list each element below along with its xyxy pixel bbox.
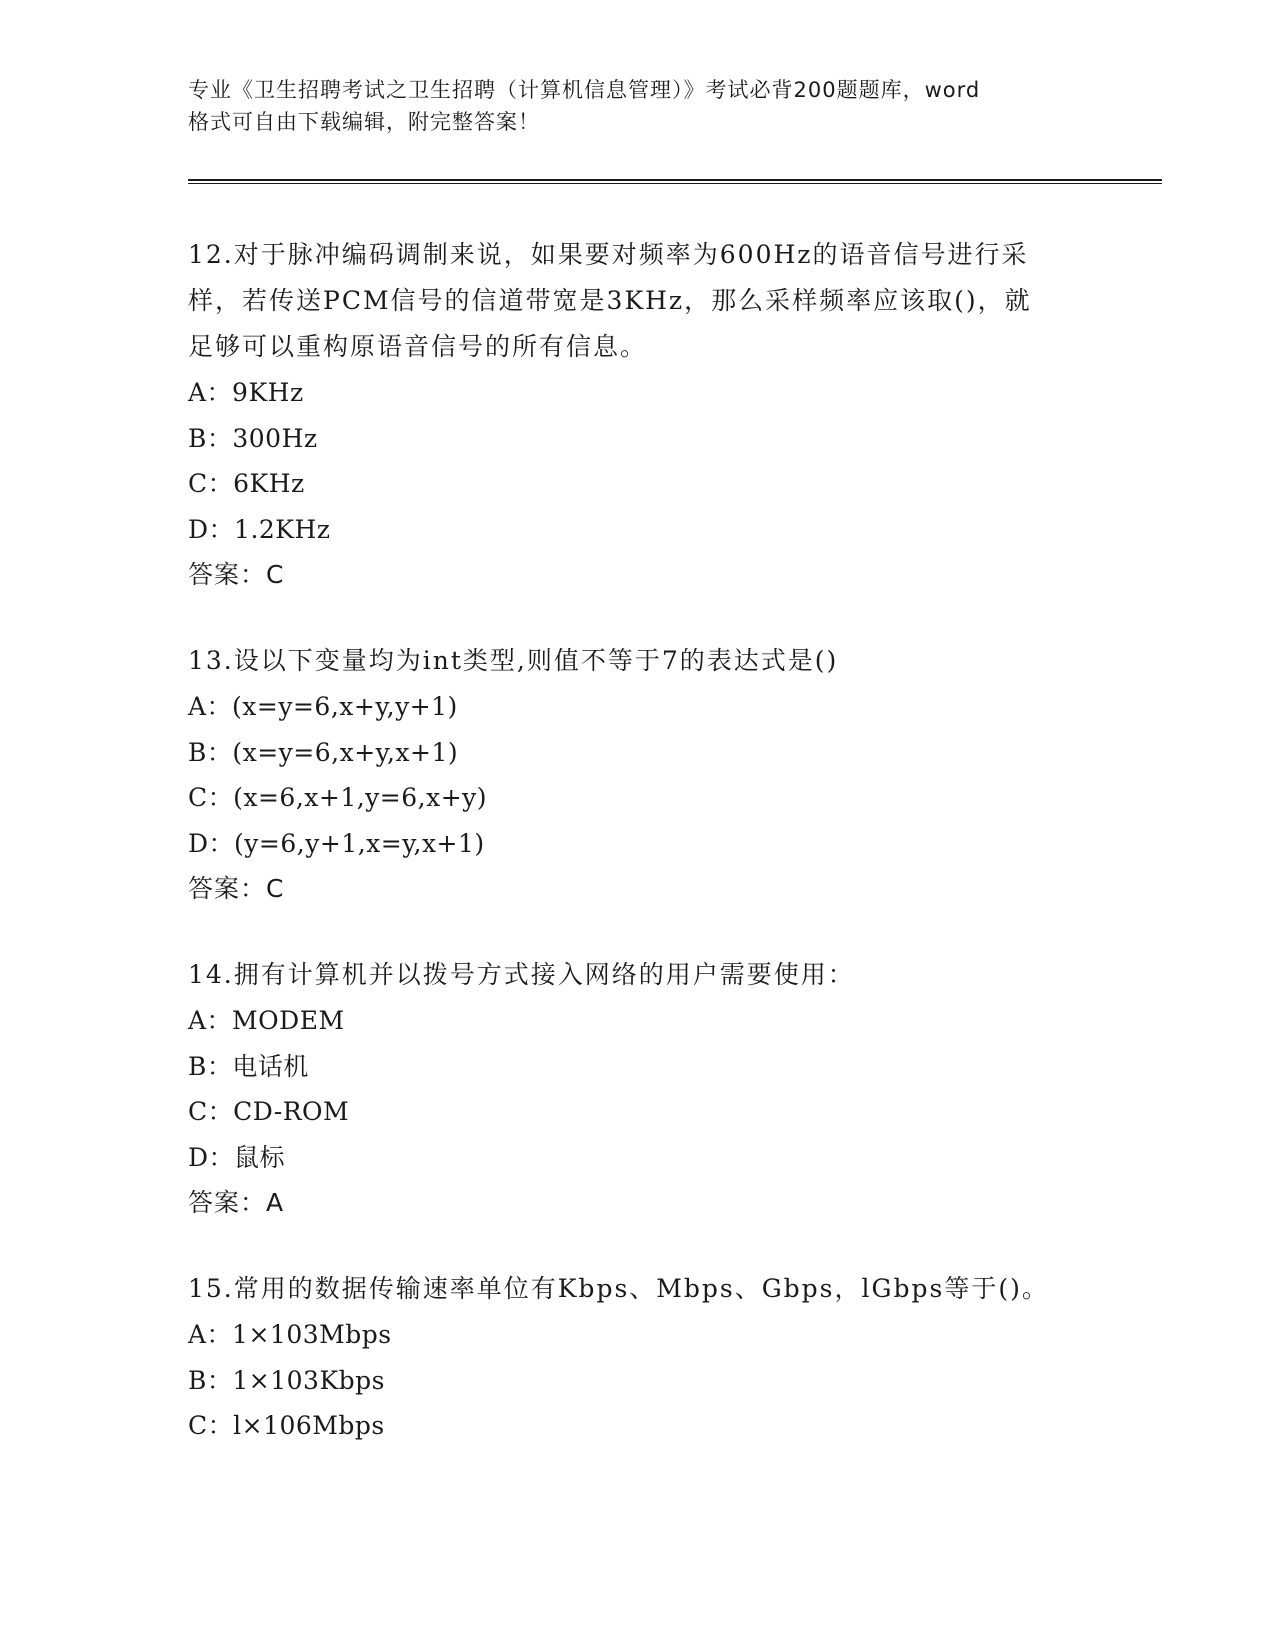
- option-d: D：1.2KHz: [188, 514, 331, 544]
- option-d: D：鼠标: [188, 1142, 286, 1172]
- option-a: A：9KHz: [188, 378, 304, 407]
- document-header: [188, 74, 1088, 138]
- question-14: [188, 952, 1088, 1226]
- question-12: [188, 232, 1088, 598]
- answer-text: 答案：C: [188, 874, 285, 903]
- question-stem-line: 12.对于脉冲编码调制来说，如果要对频率为600Hz的语音信号进行采: [188, 240, 1029, 269]
- question-stem: [188, 232, 1088, 370]
- option-b: B：1×103Kbps: [188, 1365, 385, 1395]
- question-13: [188, 638, 1088, 912]
- option-a: A：1×103Mbps: [188, 1320, 392, 1349]
- question-stem-line: 样，若传送PCM信号的信道带宽是3KHz，那么采样频率应该取()，就: [188, 286, 1032, 315]
- option-c: C：6KHz: [188, 469, 305, 498]
- answer-text: 答案：C: [188, 560, 285, 589]
- option-c: C：l×106Mbps: [188, 1411, 385, 1440]
- question-list: [188, 232, 1088, 1489]
- option-d: D：(y=6,y+1,x=y,x+1): [188, 828, 485, 858]
- question-15: [188, 1266, 1088, 1449]
- question-stem: [188, 1266, 1088, 1312]
- question-stem: [188, 638, 1088, 684]
- question-stem-line: 14.拥有计算机并以拨号方式接入网络的用户需要使用：: [188, 960, 855, 989]
- answer-text: 答案：A: [188, 1188, 285, 1217]
- option-a: A：MODEM: [188, 1006, 345, 1035]
- question-stem-line: 15.常用的数据传输速率单位有Kbps、Mbps、Gbps，lGbps等于()。: [188, 1274, 1049, 1303]
- option-b: B：300Hz: [188, 423, 318, 453]
- header-divider: [188, 179, 1162, 184]
- question-stem: [188, 952, 1088, 998]
- header-line-2: 格式可自由下载编辑，附完整答案！: [188, 110, 540, 134]
- option-b: B：(x=y=6,x+y,x+1): [188, 737, 459, 767]
- question-stem-line: 13.设以下变量均为int类型,则值不等于7的表达式是(): [188, 646, 839, 675]
- option-c: C：CD-ROM: [188, 1097, 350, 1126]
- option-c: C：(x=6,x+1,y=6,x+y): [188, 783, 488, 812]
- option-b: B：电话机: [188, 1051, 309, 1081]
- question-stem-line: 足够可以重构原语音信号的所有信息。: [188, 332, 648, 361]
- header-line-1: 专业《卫生招聘考试之卫生招聘（计算机信息管理）》考试必背200题题库，word: [188, 78, 981, 102]
- option-a: A：(x=y=6,x+y,y+1): [188, 692, 458, 721]
